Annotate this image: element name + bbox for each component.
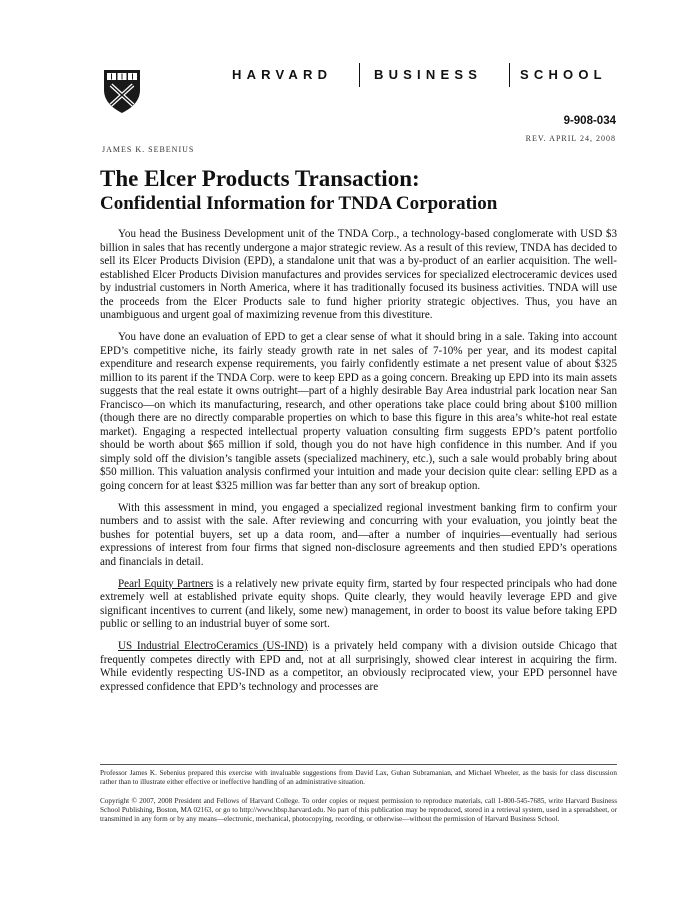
school-wordmark <box>228 63 620 87</box>
document-title: The Elcer Products Transaction: <box>100 166 420 191</box>
wordmark-school: SCHOOL <box>520 67 607 82</box>
paragraph: You head the Business Development unit of the TNDA Corp., a technology-based conglomerate with USD $3 billion in sales that has recently undergone a major strategic review. As a result of this review, TNDA has decided to sell its Elcer Products Division (EPD), a standalone unit that was a by-product of an earlier acquisition. The well-established Elcer Products Division manufactures and provides services for specialized electroceramic devices used by industrial customers in North America, where it has traditionally focused its business activities. TNDA will use the proceeds from the Elcer Products sale to fund higher priority strategic objectives. Thus, you have an unambiguous and urgent goal of maximizing revenue from this divestiture. <box>100 228 617 321</box>
body-text <box>100 228 617 703</box>
wordmark-divider <box>509 63 510 87</box>
company-name-pearl: Pearl Equity Partners <box>118 577 214 590</box>
us-ind-description: is a privately held company with a division outside Chicago that frequently competes directly with EPD and, not at all surprisingly, showed clear interest in acquiring the firm. While evidently respecting US-IND as a competitor, an obviously reciprocated view, your EPD personnel have expressed confidence that EPD’s technology and processes are <box>100 640 617 693</box>
paragraph: You have done an evaluation of EPD to get a clear sense of what it should bring in a sale. Taking into account EPD’s competitive niche, its fairly steady growth rate in net sales of 7-10% per year, and its modest capital expenditure and research expense requirements, you fairly confidently estimate a net present value of about $325 million to its parent if the TNDA Corp. were to keep EPD as a going concern. Breaking up EPD into its main assets suggests that the real estate it owns outright—part of a highly desirable Bay Area industrial park location near San Francisco—on which its manufacturing, research, and other operations take place could bring about $100 million (though there are no directly comparable properties on which to base this figure in this area’s white-hot real estate market). Engaging a respected intellectual property valuation consulting firm suggests EPD’s patent portfolio should be worth about $65 million if sold, though you do not have high confidence in this number. And if you simply sold off the division’s tangible assets (specialized machinery, etc.), such a sale would probably bring about $50 million. This valuation analysis confirmed your intuition and made your decision quite clear: selling EPD as a going concern for at least $325 million was far better than any sort of breakup option. <box>100 331 617 492</box>
wordmark-harvard: HARVARD <box>232 67 333 82</box>
document-subtitle: Confidential Information for TNDA Corporation <box>100 193 498 214</box>
author-name: JAMES K. SEBENIUS <box>102 145 195 154</box>
company-name-us-ind: US Industrial ElectroCeramics (US-IND) <box>118 640 308 652</box>
pearl-description: is a relatively new private equity firm, started by four respected principals who had done extremely well at established private equity shops. Quite clearly, they would heavily leverage EPD and give significant incentives to current (and likely, some new) management, in order to boost its value before taking EPD public or selling to an industrial buyer of some sort. <box>100 577 617 630</box>
paragraph: With this assessment in mind, you engaged a specialized regional investment banking firm to confirm your numbers and to assist with the sale. After reviewing and concurring with your evaluation, you jointly beat the bushes for potential buyers, set up a data room, and—after a number of inquiries—eventually had serious expressions of interest from four firms that signed non-disclosure agreements and then studied EPD’s operations and financials in detail. <box>100 501 617 568</box>
footnote-divider <box>100 764 617 765</box>
paragraph-us-ind <box>100 640 617 694</box>
harvard-shield-icon <box>102 68 142 114</box>
revision-date: REV. APRIL 24, 2008 <box>525 134 616 143</box>
footnote: Professor James K. Sebenius prepared this exercise with invaluable suggestions from David Lax, Guhan Subramanian, and Michael Wheeler, as the basis for class discussion rather than to illustrate either effective or ineffective handling of an administrative situation. <box>100 769 617 786</box>
wordmark-business: BUSINESS <box>374 67 483 82</box>
copyright-notice: Copyright © 2007, 2008 President and Fellows of Harvard College. To order copies or request permission to reproduce materials, call 1-800-545-7685, write Harvard Business School Publishing, Boston, MA 02163, or go to http://www.hbsp.harvard.edu. No part of this publication may be reproduced, stored in a retrieval system, used in a spreadsheet, or transmitted in any form or by any means—electronic, mechanical, photocopying, recording, or otherwise—without the permission of Harvard Business School. <box>100 797 617 823</box>
wordmark-divider <box>359 63 360 87</box>
document-number: 9-908-034 <box>563 115 616 127</box>
paragraph-pearl-equity <box>100 578 617 632</box>
